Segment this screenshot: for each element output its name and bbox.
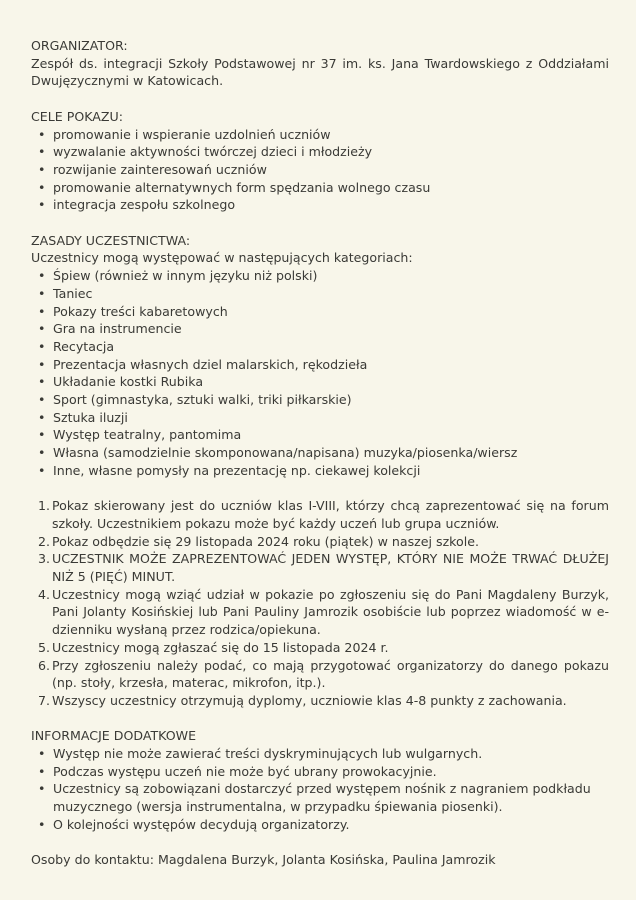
goals-section xyxy=(31,108,609,214)
list-item: 3. UCZESTNIK MOŻE ZAPREZENTOWAĆ JEDEN WYSTĘP, KTÓRY NIE MOŻE TRWAĆ DŁUŻEJ NIŻ 5 (PIĘĆ) MINUT. xyxy=(38,551,609,585)
list-item: • Gra na instrumencie xyxy=(38,321,182,337)
bullet-icon: • xyxy=(38,462,46,478)
list-item: • promowanie i wspieranie uzdolnień uczniów xyxy=(38,126,331,142)
info-list xyxy=(31,745,609,834)
info-section xyxy=(31,727,609,833)
list-item: • rozwijanie zainteresowań uczniów xyxy=(38,161,267,177)
list-item: • Podczas występu uczeń nie może być ubrany prowokacyjnie. xyxy=(38,763,437,779)
bullet-icon: • xyxy=(38,161,46,177)
list-item: • Śpiew (również w innym języku niż polski) xyxy=(38,268,318,284)
bullet-icon: • xyxy=(38,285,46,301)
bullet-icon: • xyxy=(38,144,46,160)
rules-section xyxy=(31,232,609,710)
list-item: • O kolejności występów decydują organizatorzy. xyxy=(38,816,350,832)
list-number: 2. xyxy=(38,533,51,549)
bullet-icon: • xyxy=(38,338,46,354)
list-number: 5. xyxy=(38,639,51,655)
bullet-icon: • xyxy=(38,427,46,443)
list-item: • Własna (samodzielnie skomponowana/napisana) muzyka/piosenka/wiersz xyxy=(38,445,518,461)
bullet-icon: • xyxy=(38,179,46,195)
organizer-text: Zespół ds. integracji Szkoły Podstawowej nr 37 im. ks. Jana Twardowskiego z Oddziałami Dwujęzycznymi w Katowicach. xyxy=(31,55,609,89)
bullet-icon: • xyxy=(38,126,46,142)
list-number: 1. xyxy=(38,498,51,514)
bullet-icon: • xyxy=(38,781,46,797)
rules-intro: Uczestnicy mogą występować w następujących kategoriach: xyxy=(31,250,413,266)
rules-heading: ZASADY UCZESTNICTWA: xyxy=(31,232,191,248)
contact-line: Osoby do kontaktu: Magdalena Burzyk, Jolanta Kosińska, Paulina Jamrozik xyxy=(31,852,496,868)
list-item: 6. Przy zgłoszeniu należy podać, co mają przygotować organizatorzy do danego pokazu (np. stoły, krzesła, materac, mikrofon, itp.). xyxy=(38,657,609,691)
bullet-icon: • xyxy=(38,197,46,213)
bullet-icon: • xyxy=(38,816,46,832)
bullet-icon: • xyxy=(38,763,46,779)
bullet-icon: • xyxy=(38,268,46,284)
list-item: • Występ nie może zawierać treści dyskryminujących lub wulgarnych. xyxy=(38,746,483,762)
list-item: 2. Pokaz odbędzie się 29 listopada 2024 roku (piątek) w naszej szkole. xyxy=(38,533,479,549)
bullet-icon: • xyxy=(38,321,46,337)
organizer-heading: ORGANIZATOR: xyxy=(31,38,128,53)
list-item: • Występ teatralny, pantomima xyxy=(38,427,242,443)
bullet-icon: • xyxy=(38,374,46,390)
list-number: 3. xyxy=(38,551,51,567)
goals-heading: CELE POKAZU: xyxy=(31,108,123,124)
bullet-icon: • xyxy=(38,303,46,319)
list-number: 7. xyxy=(38,692,51,708)
list-item: • Prezentacja własnych dziel malarskich, rękodzieła xyxy=(38,356,368,372)
list-item: 1. Pokaz skierowany jest do uczniów klas I-VIII, którzy chcą zaprezentować się na forum szkoły. Uczestnikiem pokazu może być każdy uczeń lub grupa uczniów. xyxy=(38,498,609,531)
list-item: • Sport (gimnastyka, sztuki walki, triki piłkarskie) xyxy=(38,392,352,408)
list-number: 4. xyxy=(38,586,51,602)
bullet-icon: • xyxy=(38,356,46,372)
info-heading: INFORMACJE DODATKOWE xyxy=(31,728,197,744)
list-item: • Inne, własne pomysły na prezentację np. ciekawej kolekcji xyxy=(38,462,421,478)
list-item: • Pokazy treści kabaretowych xyxy=(38,303,228,319)
list-item: • integracja zespołu szkolnego xyxy=(38,197,236,213)
organizer-section xyxy=(31,37,609,90)
rules-numbered-list xyxy=(31,497,609,709)
categories-list xyxy=(31,267,609,479)
list-item: • Recytacja xyxy=(38,338,115,354)
list-item: 7. Wszyscy uczestnicy otrzymują dyplomy, uczniowie klas 4-8 punkty z zachowania. xyxy=(38,692,567,708)
list-item: • Układanie kostki Rubika xyxy=(38,374,204,390)
list-number: 6. xyxy=(38,657,51,673)
bullet-icon: • xyxy=(38,392,46,408)
list-item: • Taniec xyxy=(38,285,93,301)
list-item: • promowanie alternatywnych form spędzania wolnego czasu xyxy=(38,179,431,195)
bullet-icon: • xyxy=(38,746,46,762)
list-item: • Uczestnicy są zobowiązani dostarczyć przed występem nośnik z nagraniem podkładu muzycznego (wersja instrumentalna, w przypadku śpiewania piosenki). xyxy=(38,781,591,815)
goals-list xyxy=(31,126,609,215)
list-item: • Sztuka iluzji xyxy=(38,409,128,425)
list-item: • wyzwalanie aktywności twórczej dzieci i młodzieży xyxy=(38,144,373,160)
list-item: 4. Uczestnicy mogą wziąć udział w pokazie po zgłoszeniu się do Pani Magdaleny Burzyk, Pani Jolanty Kosińskiej lub Pani Pauliny Jamrozik osobiście lub poprzez wiadomość w e-dzienniku wysłaną przez rodzica/opiekuna. xyxy=(38,586,609,638)
bullet-icon: • xyxy=(38,409,46,425)
list-item: 5. Uczestnicy mogą zgłaszać się do 15 listopada 2024 r. xyxy=(38,639,389,655)
bullet-icon: • xyxy=(38,445,46,461)
